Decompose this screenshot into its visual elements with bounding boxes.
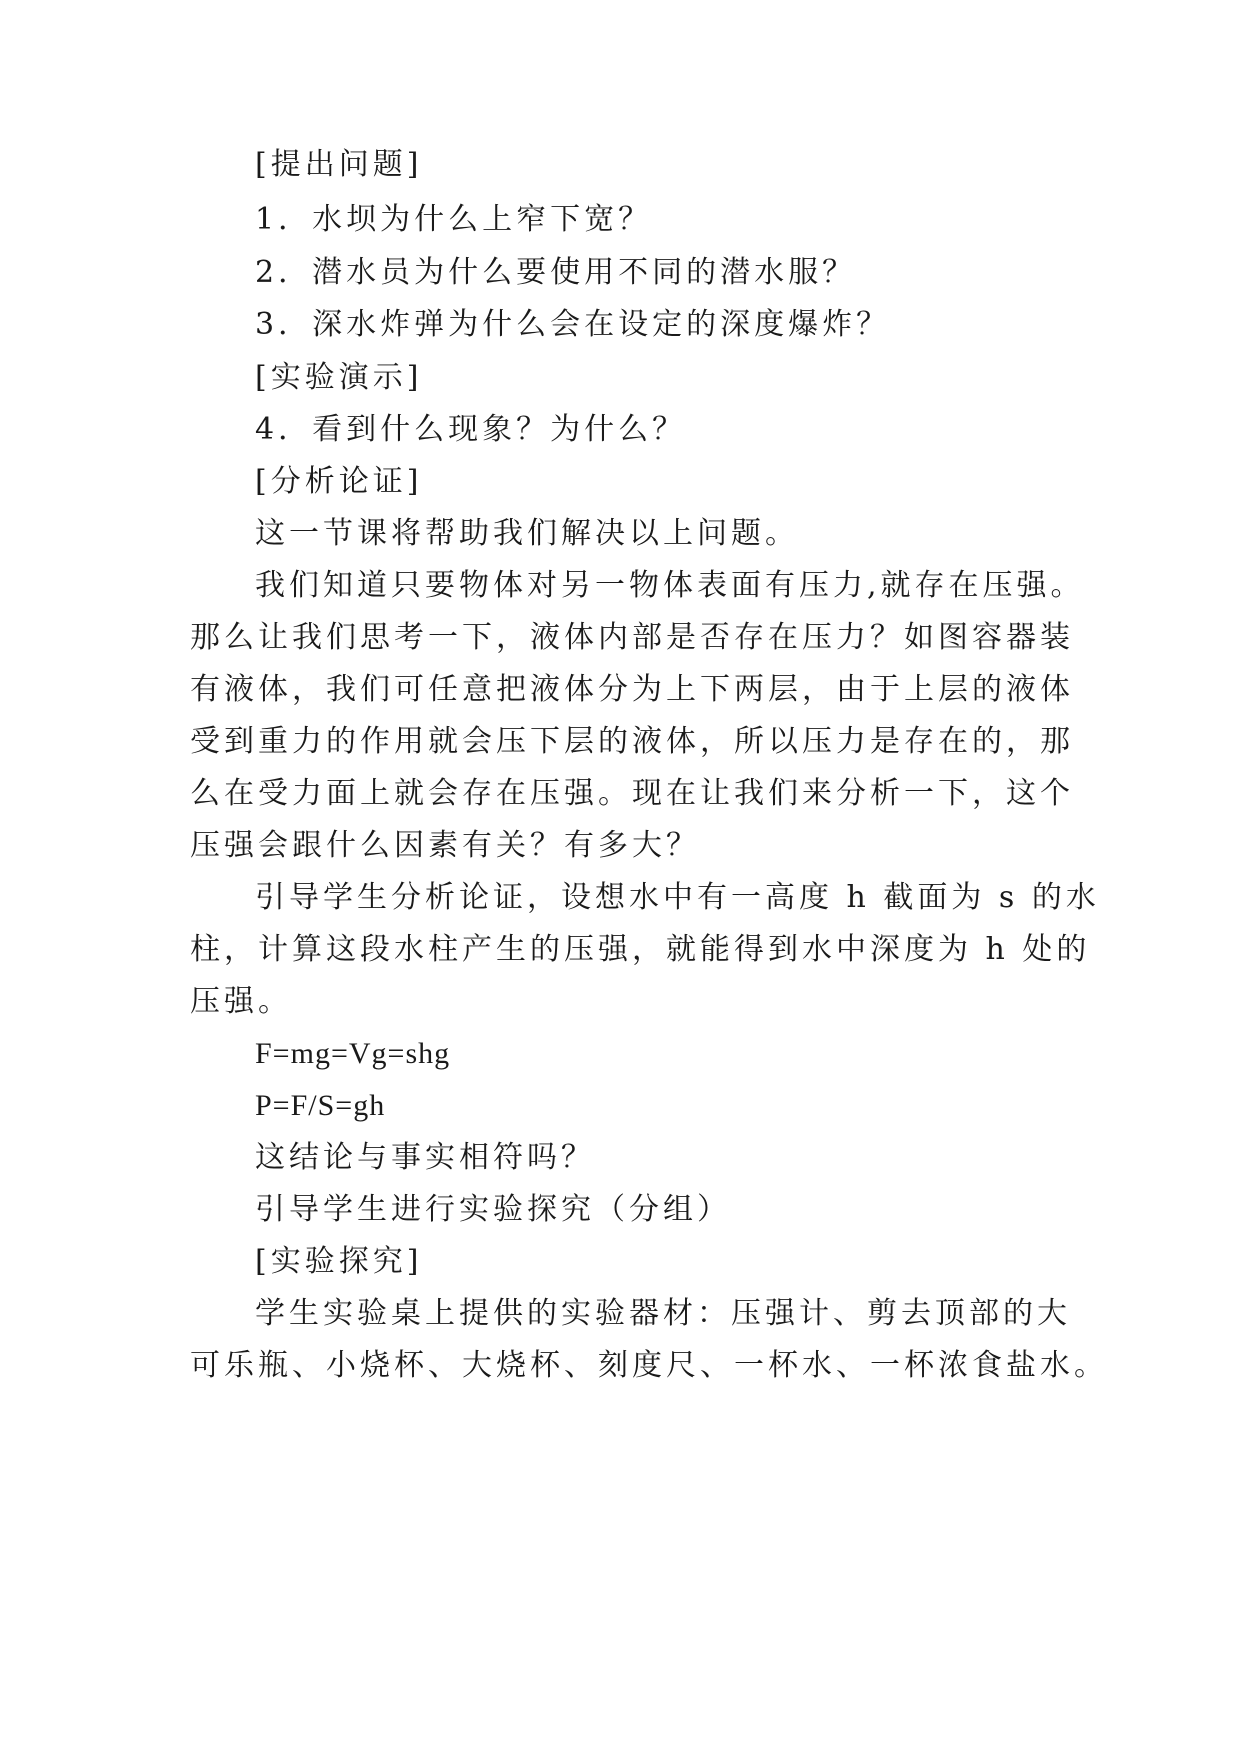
para1-line-1: 我们知道只要物体对另一物体表面有压力,就存在压强。 <box>255 568 1085 603</box>
para1-line-6: 压强会跟什么因素有关？有多大？ <box>190 828 700 863</box>
formula-pressure: P=F/S=gh <box>255 1089 386 1122</box>
para2-line-1: 引导学生分析论证，设想水中有一高度 h 截面为 s 的水 <box>255 880 1100 915</box>
heading-experiment-explore: [实验探究] <box>255 1244 423 1279</box>
para1-line-5: 么在受力面上就会存在压强。现在让我们来分析一下，这个 <box>190 776 1074 811</box>
para2-line-3: 压强。 <box>190 984 292 1019</box>
para2-line-2: 柱，计算这段水柱产生的压强，就能得到水中深度为 h 处的 <box>190 932 1091 967</box>
question-2: 2．潜水员为什么要使用不同的潜水服？ <box>255 255 857 290</box>
intro-line: 这一节课将帮助我们解决以上问题。 <box>255 516 799 551</box>
para1-line-3: 有液体，我们可任意把液体分为上下两层，由于上层的液体 <box>190 672 1074 707</box>
para1-line-4: 受到重力的作用就会压下层的液体，所以压力是存在的，那 <box>190 724 1074 759</box>
heading-experiment-demo: [实验演示] <box>255 360 423 395</box>
heading-raise-question: [提出问题] <box>255 147 423 182</box>
question-1: 1．水坝为什么上窄下宽？ <box>255 202 653 237</box>
para3-line-1: 学生实验桌上提供的实验器材：压强计、剪去顶部的大 <box>255 1296 1071 1331</box>
heading-analysis: [分析论证] <box>255 464 423 499</box>
para1-line-2: 那么让我们思考一下，液体内部是否存在压力？如图容器装 <box>190 620 1074 655</box>
check-question: 这结论与事实相符吗？ <box>255 1140 595 1175</box>
question-4: 4．看到什么现象？为什么？ <box>255 412 687 447</box>
question-3: 3．深水炸弹为什么会在设定的深度爆炸？ <box>255 307 891 342</box>
formula-force: F=mg=Vg=shg <box>255 1037 451 1070</box>
guide-line: 引导学生进行实验探究（分组） <box>255 1192 731 1227</box>
para3-line-2: 可乐瓶、小烧杯、大烧杯、刻度尺、一杯水、一杯浓食盐水。 <box>190 1348 1108 1383</box>
